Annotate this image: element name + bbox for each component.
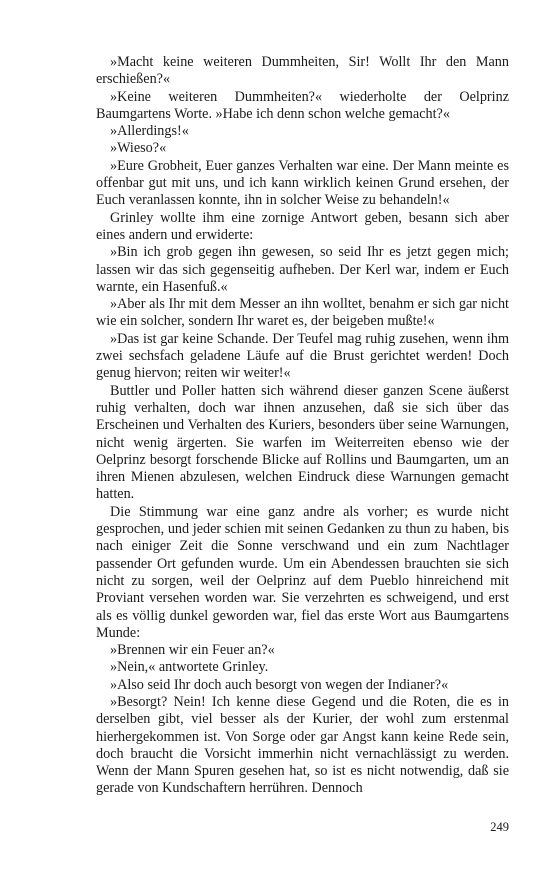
paragraph: »Allerdings!« (110, 123, 189, 140)
paragraph: »Nein,« antwortete Grinley. (110, 659, 269, 676)
paragraph: »Das ist gar keine Schande. Der Teufel mag ruhig zusehen, wenn ihm zwei sechsfach geladene Läufe auf die Brust gerichtet werden! Doch genug hiervon; reiten wir weiter!« (96, 330, 509, 382)
paragraph: »Keine weiteren Dummheiten?« wiederholte der Oelprinz Baumgartens Worte. »Habe ich denn schon welche gemacht?« (96, 88, 509, 122)
paragraph: »Brennen wir ein Feuer an?« (110, 642, 275, 659)
paragraph: »Bin ich grob gegen ihn gewesen, so seid Ihr es jetzt gegen mich; lassen wir das sich gegenseitig aufheben. Der Kerl war, indem er Euch warnte, ein Hasenfuß.« (96, 244, 509, 295)
paragraph: Die Stimmung war eine ganz andre als vorher; es wurde nicht gesprochen, und jeder schien mit seinen Gedanken zu thun zu haben, bis nach einiger Zeit die Sonne verschwand und ein zum Nachtlager passender Ort gefunden wurde. Um ein Abendessen brauchten sie sich nicht zu sorgen, weil der Oelprinz auf dem Pueblo hinreichend mit Proviant versehen worden war. Sie verzehrten es schweigend, und erst als es völlig dunkel geworden war, fiel das erste Wort aus Baumgartens Munde: (96, 503, 509, 641)
paragraph: Grinley wollte ihm eine zornige Antwort geben, besann sich aber eines andern und erwiderte: (96, 209, 509, 243)
paragraph: »Wieso?« (110, 140, 167, 157)
book-page-text (96, 54, 509, 798)
paragraph: »Also seid Ihr doch auch besorgt von wegen der Indianer?« (110, 676, 449, 693)
page-number: 249 (490, 820, 509, 834)
paragraph: Buttler und Poller hatten sich während dieser ganzen Scene äußerst ruhig verhalten, doch war ihnen anzusehen, daß sie sich über das Erscheinen und Verhalten des Kuriers, besonders über seine Warnungen, nicht wenig ärgerten. Sie warfen im Weiterreiten ebenso wie der Oelprinz besorgt forschende Blicke auf Rollins und Baumgarten, um an ihren Mienen abzulesen, welchen Eindruck diese Warnungen gemacht hatten. (96, 382, 509, 503)
paragraph: »Macht keine weiteren Dummheiten, Sir! Wollt Ihr den Mann erschießen?« (96, 54, 509, 88)
paragraph: »Aber als Ihr mit dem Messer an ihn wolltet, benahm er sich gar nicht wie ein solcher, sondern Ihr waret es, der beigeben mußte!« (96, 296, 509, 330)
paragraph: »Besorgt? Nein! Ich kenne diese Gegend und die Roten, die es in derselben gibt, viel besser als der Kurier, der wohl zum erstenmal hierhergekommen ist. Von Sorge oder gar Angst kann keine Rede sein, doch braucht die Vorsicht immerhin nicht vernachlässigt zu werden. Wenn der Mann Spuren gesehen hat, so ist es nicht notwendig, daß sie gerade von Kundschaftern herrühren. Dennoch (96, 693, 509, 797)
paragraph: »Eure Grobheit, Euer ganzes Verhalten war eine. Der Mann meinte es offenbar gut mit uns, und ich kann wirklich keinen Grund ersehen, der Euch veranlassen konnte, ihn in solcher Weise zu behandeln!« (96, 157, 509, 209)
